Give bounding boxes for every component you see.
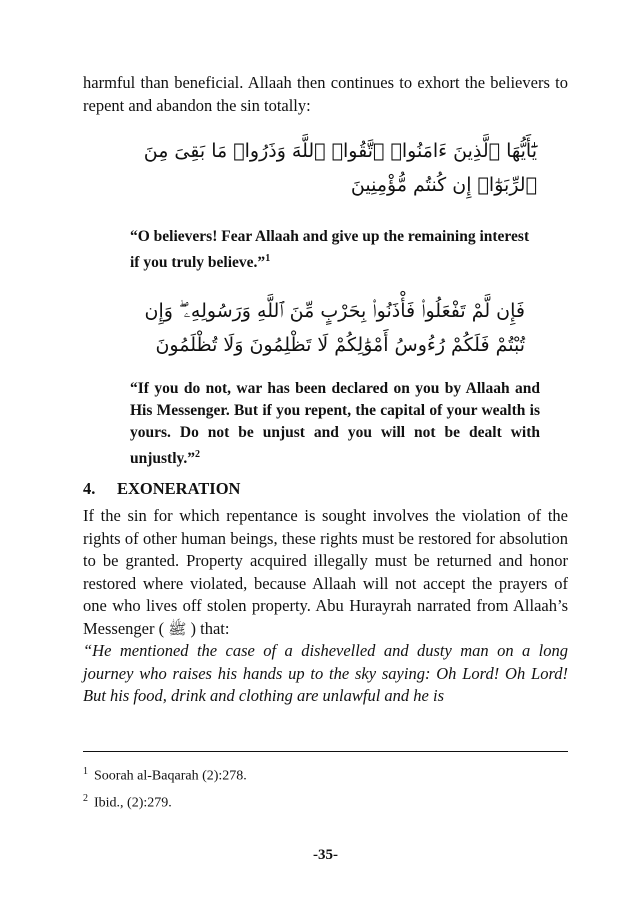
footnote-mark-2: 2 [83, 793, 88, 804]
quran-verse-arabic-1: يَٰٓأَيُّهَا ٱلَّذِينَ ءَامَنُوا۟ ٱتَّقُوا۟ ٱللَّهَ وَذَرُوا۟ مَا بَقِىَ مِنَ ٱلرِّبَوٰٓا۟ إِن كُنتُم مُّؤْمِنِينَ [143, 140, 537, 196]
quran-verse-arabic-2: فَإِن لَّمْ تَفْعَلُوا۟ فَأْذَنُوا۟ بِحَرْبٍ مِّنَ ٱللَّهِ وَرَسُولِهِۦ ۖ وَإِن تُبْتُمْ فَلَكُمْ رُءُوسُ أَمْوَٰلِكُمْ لَا تَظْلِمُونَ وَلَا تُظْلَمُونَ [144, 300, 525, 356]
section-title: EXONERATION [117, 479, 241, 498]
footnote-mark-1: 1 [83, 766, 88, 777]
footnote-ref-2: 2 [195, 449, 201, 460]
footnote-divider [83, 751, 568, 752]
footnote-ref-1: 1 [265, 253, 271, 264]
verse-translation-1-text: “O believers! Fear Allaah and give up the remaining interest if you truly believe.” [130, 228, 530, 272]
honorific-icon: ﷺ [168, 619, 187, 638]
verse-translation-1 [130, 226, 530, 274]
footnote-text-1: Soorah al-Baqarah (2):278. [94, 768, 247, 784]
section-heading [83, 479, 240, 499]
paragraph-text-end: ) that: [190, 618, 230, 638]
exoneration-paragraph [83, 505, 568, 640]
intro-paragraph: harmful than beneficial. Allaah then continues to exhort the believers to repent and abandon the sin totally: [83, 73, 568, 115]
section-number: 4. [83, 479, 96, 498]
footnote-2 [83, 793, 172, 812]
verse-translation-2 [130, 378, 540, 470]
footnote-text-2: Ibid., (2):279. [94, 795, 172, 811]
paragraph-text: If the sin for which repentance is sought involves the violation of the rights of other human beings, these rights must be restored for absolution to be granted. Property acquired illegally must be returned and honor restored where violated, because Allaah will not accept the prayers of one who lives off stolen property. Abu Hurayrah narrated from Allaah’s Messenger ( [83, 506, 568, 638]
page-number: -35- [313, 847, 338, 863]
footnote-1 [83, 766, 247, 785]
verse-translation-2-text: “If you do not, war has been declared on you by Allaah and His Messenger. But if you repent, the capital of your wealth is yours. Do not be unjust and you will not be dealt with unjustly.” [130, 380, 540, 468]
body-text-block [83, 505, 568, 708]
book-page [83, 72, 568, 863]
hadith-quote: “He mentioned the case of a dishevelled and dusty man on a long journey who raises his hands up to the sky saying: Oh Lord! Oh Lord! But his food, drink and clothing are unlawful and he is [83, 641, 568, 705]
